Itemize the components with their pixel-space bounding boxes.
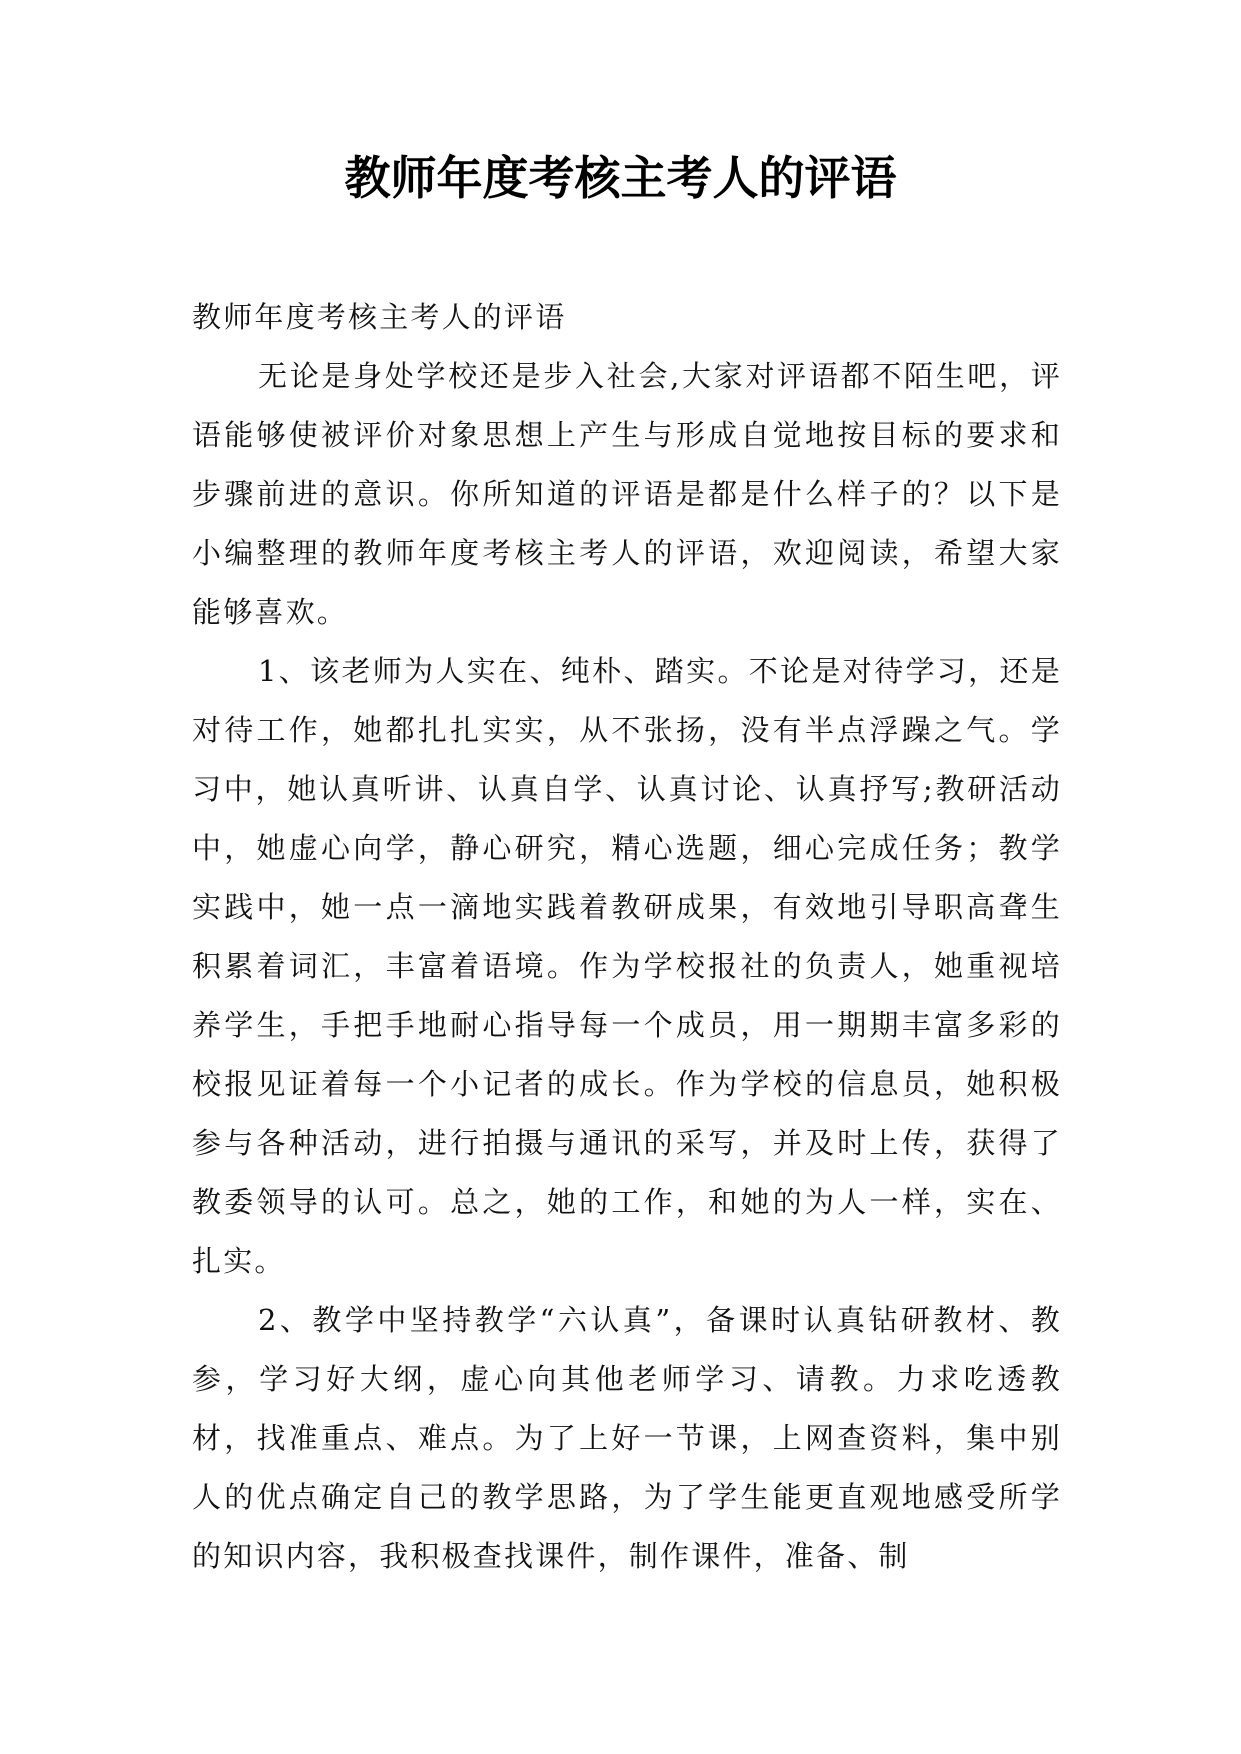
comment-paragraph-2: 2、教学中坚持教学“六认真”，备课时认真钻研教材、教参，学习好大纲，虚心向其他老师学习、请教。力求吃透教材，找准重点、难点。为了上好一节课，上网查资料，集中别人的优点确定自己的教学思路，为了学生能更直观地感受所学的知识内容，我积极查找课件，制作课件，准备、制 (192, 1303, 1062, 1573)
document-body (192, 288, 1062, 1586)
intro-paragraph: 无论是身处学校还是步入社会,大家对评语都不陌生吧，评语能够使被评价对象思想上产生与形成自觉地按目标的要求和步骤前进的意识。你所知道的评语是都是什么样子的？以下是小编整理的教师年度考核主考人的评语，欢迎阅读，希望大家能够喜欢。 (192, 359, 1062, 629)
comment-paragraph-1: 1、该老师为人实在、纯朴、踏实。不论是对待学习，还是对待工作，她都扎扎实实，从不张扬，没有半点浮躁之气。学习中，她认真听讲、认真自学、认真讨论、认真抒写;教研活动中，她虚心向学，静心研究，精心选题，细心完成任务；教学实践中，她一点一滴地实践着教研成果，有效地引导职高聋生积累着词汇，丰富着语境。作为学校报社的负责人，她重视培养学生，手把手地耐心指导每一个成员，用一期期丰富多彩的校报见证着每一个小记者的成长。作为学校的信息员，她积极参与各种活动，进行拍摄与通讯的采写，并及时上传，获得了教委领导的认可。总之，她的工作，和她的为人一样，实在、扎实。 (192, 654, 1062, 1278)
document-subtitle: 教师年度考核主考人的评语 (192, 300, 567, 334)
document-title: 教师年度考核主考人的评语 (344, 151, 897, 205)
